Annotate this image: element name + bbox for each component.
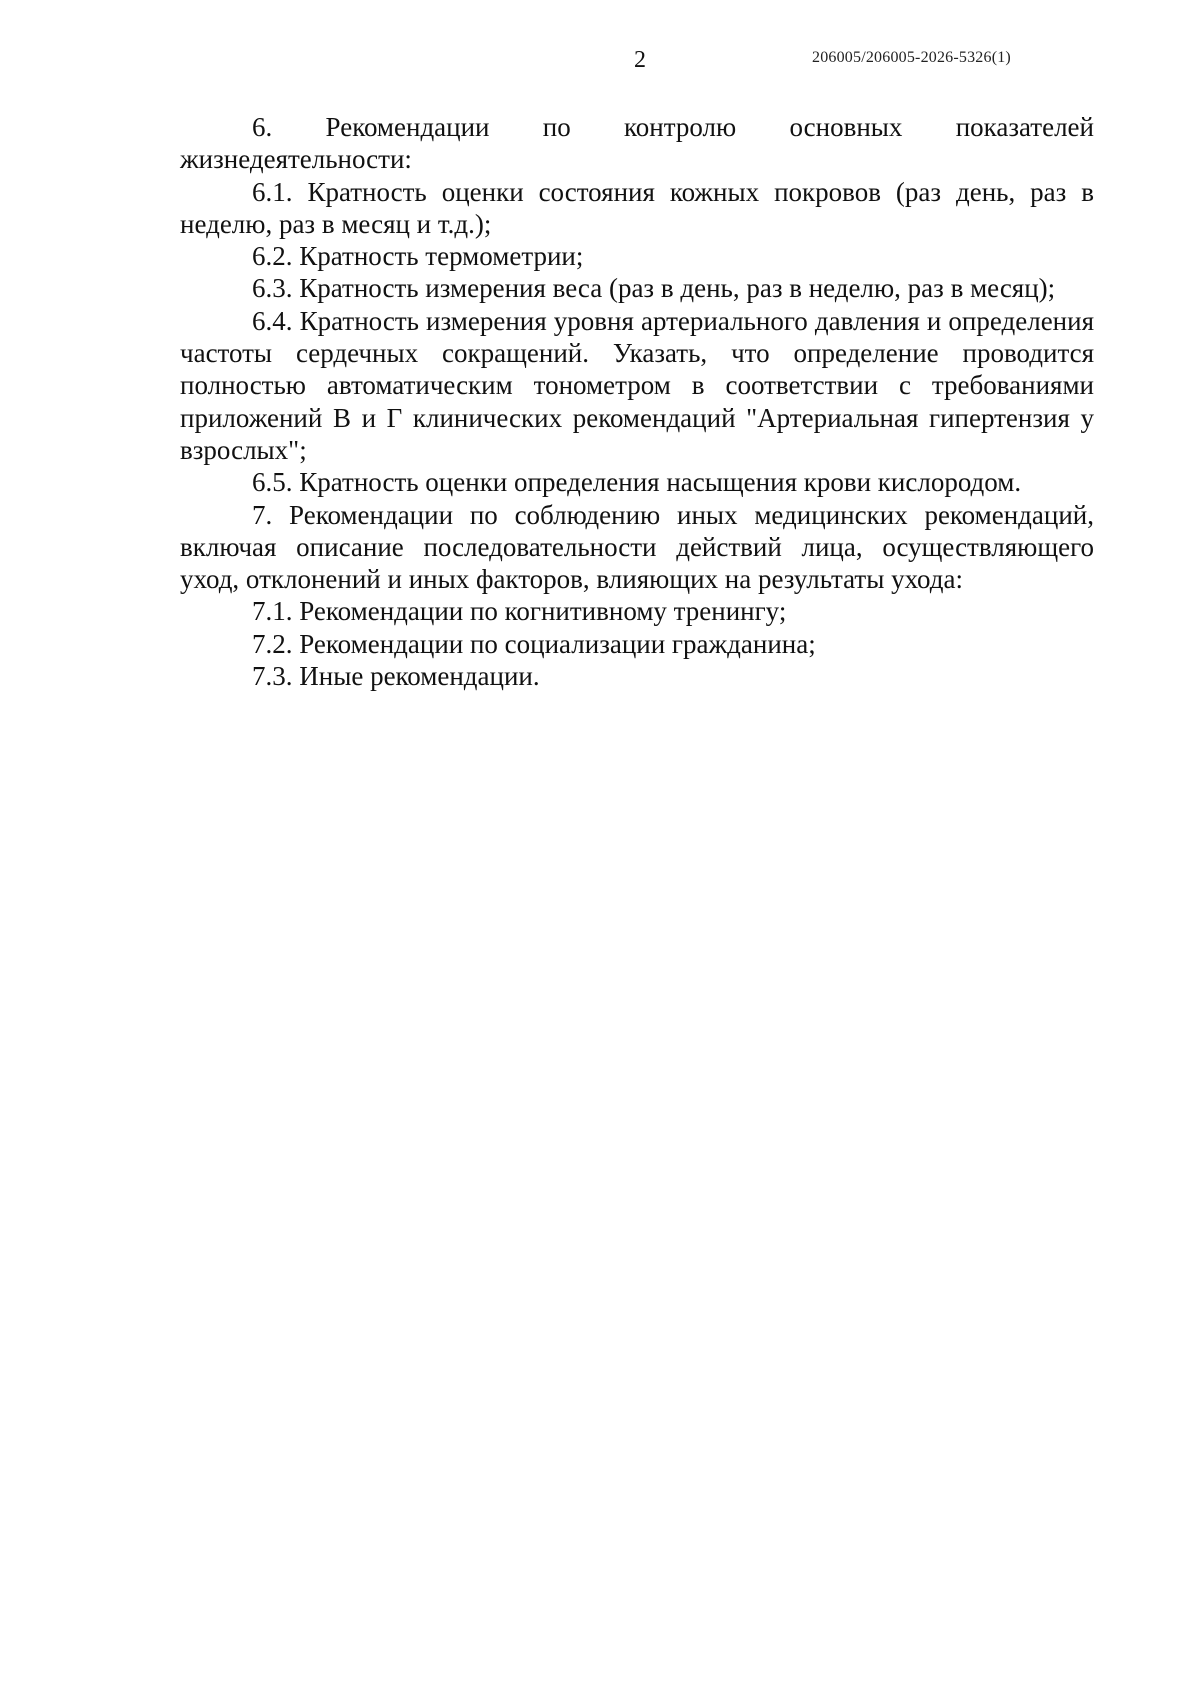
- paragraph-6-2: 6.2. Кратность термометрии;: [252, 241, 584, 272]
- document-body: [180, 111, 1094, 692]
- paragraph-6-5: 6.5. Кратность оценки определения насыщения крови кислородом.: [252, 467, 1022, 498]
- paragraph-7-3: 7.3. Иные рекомендации.: [252, 661, 540, 692]
- document-code: 206005/206005-2026-5326(1): [812, 49, 1011, 66]
- paragraph-6-3: 6.3. Кратность измерения веса (раз в день, раз в неделю, раз в месяц);: [252, 273, 1056, 304]
- paragraph-7-1: 7.1. Рекомендации по когнитивному тренингу;: [252, 596, 787, 627]
- paragraph-6: 6. Рекомендации по контролю основных показателей жизнедеятельности:: [180, 112, 1094, 175]
- paragraph-6-4: 6.4. Кратность измерения уровня артериального давления и определения частоты сердечных сокращений. Указать, что определение проводится полностью автоматическим тонометром в соответствии с требованиями приложений В и Г клинических рекомендаций "Артериальная гипертензия у взрослых";: [180, 305, 1094, 465]
- paragraph-7: 7. Рекомендации по соблюдению иных медицинских рекомендаций, включая описание последовательности действий лица, осуществляющего уход, отклонений и иных факторов, влияющих на результаты ухода:: [180, 499, 1094, 595]
- page-number: 2: [634, 47, 646, 73]
- paragraph-6-1: 6.1. Кратность оценки состояния кожных покровов (раз день, раз в неделю, раз в месяц и т.д.);: [180, 176, 1094, 239]
- paragraph-7-2: 7.2. Рекомендации по социализации гражданина;: [252, 628, 816, 659]
